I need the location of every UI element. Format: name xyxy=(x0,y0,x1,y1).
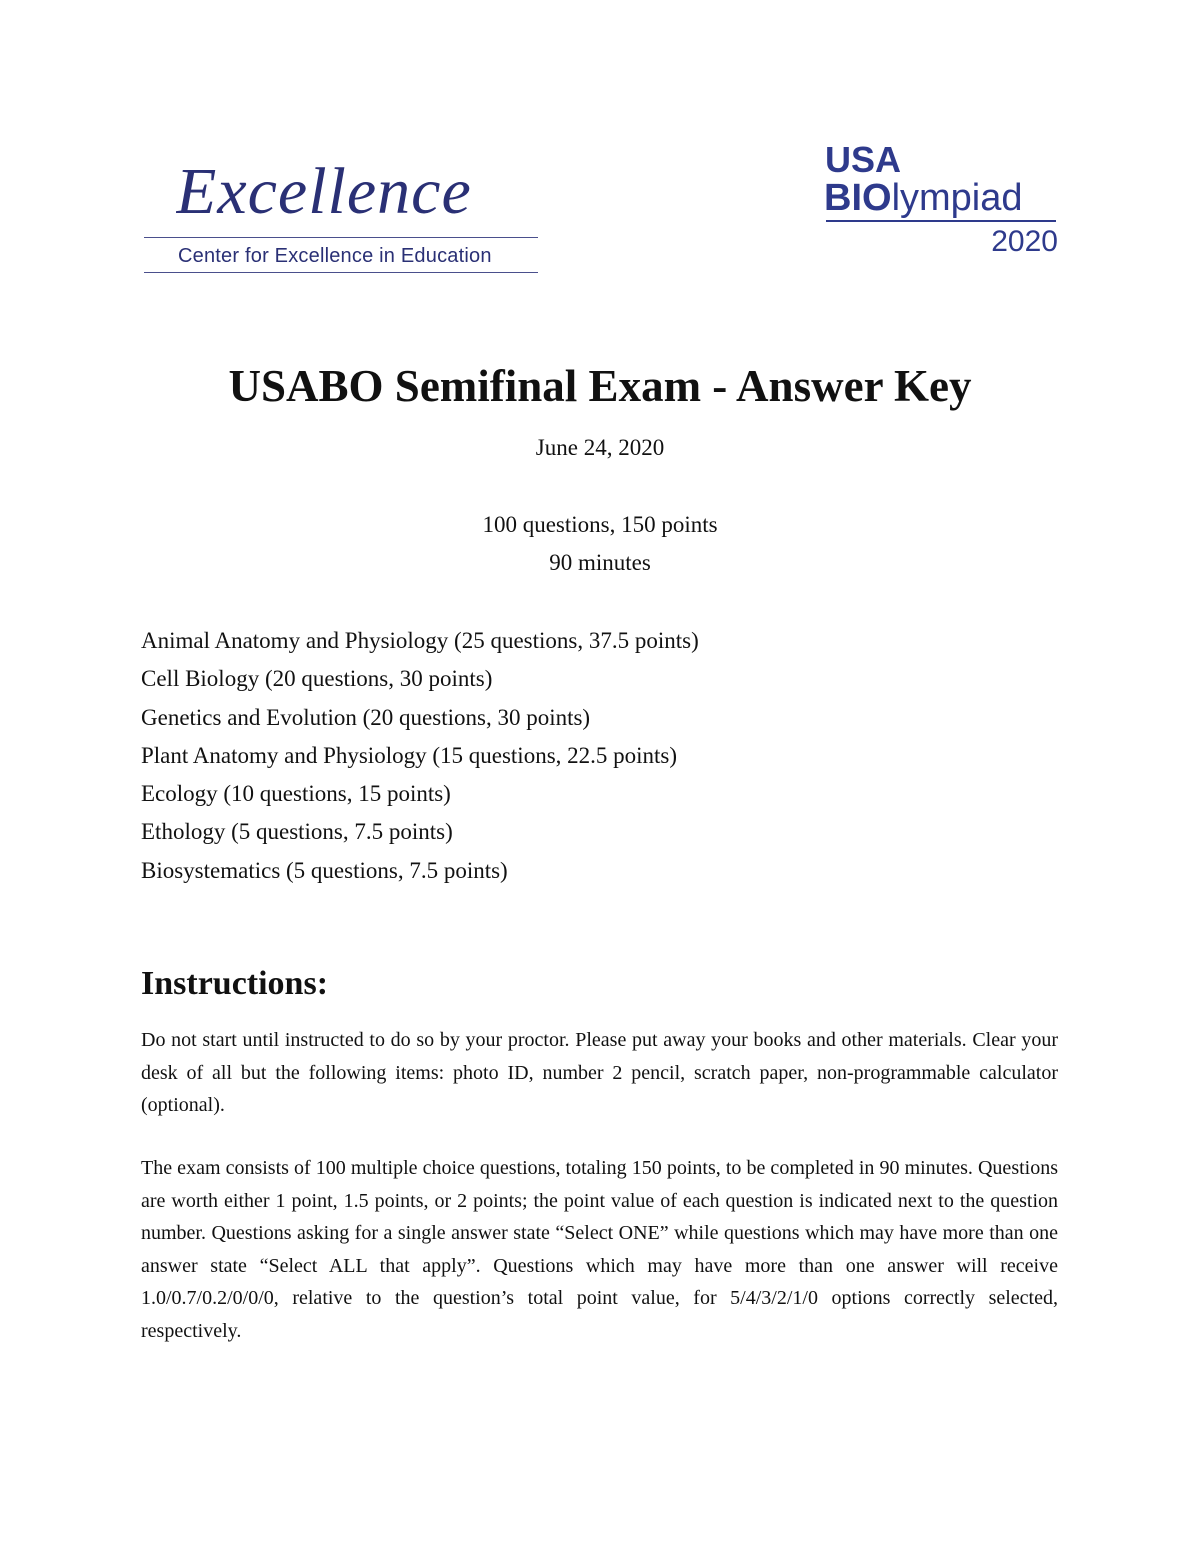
usabo-logo-rule xyxy=(826,220,1056,222)
section-item: Ethology (5 questions, 7.5 points) xyxy=(141,819,453,845)
exam-date: June 24, 2020 xyxy=(535,435,665,460)
exam-question-count: 100 questions, 150 points xyxy=(482,512,718,537)
section-item: Biosystematics (5 questions, 7.5 points) xyxy=(141,857,508,883)
usabo-logo-lympiad: lympiad xyxy=(891,177,1023,219)
section-item: Genetics and Evolution (20 questions, 30 points) xyxy=(141,704,591,730)
logo-rule-bottom xyxy=(144,272,538,273)
logo-rule-top xyxy=(144,237,538,238)
section-item: Ecology (10 questions, 15 points) xyxy=(141,781,451,807)
instructions-paragraph-2: The exam consists of 100 multiple choice questions, totaling 150 points, to be completed in 90 minutes. Questions are worth either 1 point, 1.5 points, or 2 points; the point value of each question is indicated next to the question number. Questions asking for a single answer state “Select ONE” while questions which may have more than one answer state “Select ALL that apply”. Questions which may have more than one answer will receive 1.0/0.7/0.2/0/0/0, relative to the question’s total point value, for 5/4/3/2/1/0 options correctly selected, respectively. xyxy=(141,1157,1058,1342)
section-item: Animal Anatomy and Physiology (25 questions, 37.5 points) xyxy=(141,628,699,653)
instructions-heading: Instructions: xyxy=(141,965,329,1002)
usabo-logo xyxy=(822,140,1062,265)
instructions-paragraph-1: Do not start until instructed to do so by your proctor. Please put away your books and other materials. Clear your desk of all but the following items: photo ID, number 2 pencil, scratch paper, non-programmable calculator (optional). xyxy=(141,1029,1058,1116)
cee-logo xyxy=(140,145,540,275)
section-item: Plant Anatomy and Physiology (15 questions, 22.5 points) xyxy=(141,742,678,768)
cee-tagline: Center for Excellence in Education xyxy=(178,245,492,267)
excellence-wordmark xyxy=(176,145,516,235)
section-item: Cell Biology (20 questions, 30 points) xyxy=(141,666,493,692)
usabo-logo-biolympiad xyxy=(824,176,1023,220)
usabo-logo-usa: USA xyxy=(825,139,902,180)
excellence-wordmark-text: Excellence xyxy=(176,155,472,228)
exam-duration: 90 minutes xyxy=(549,550,651,575)
usabo-logo-year: 2020 xyxy=(991,225,1058,258)
section-list xyxy=(141,622,699,890)
page-title: USABO Semifinal Exam - Answer Key xyxy=(228,361,972,411)
usabo-logo-bio: BIO xyxy=(824,177,892,219)
